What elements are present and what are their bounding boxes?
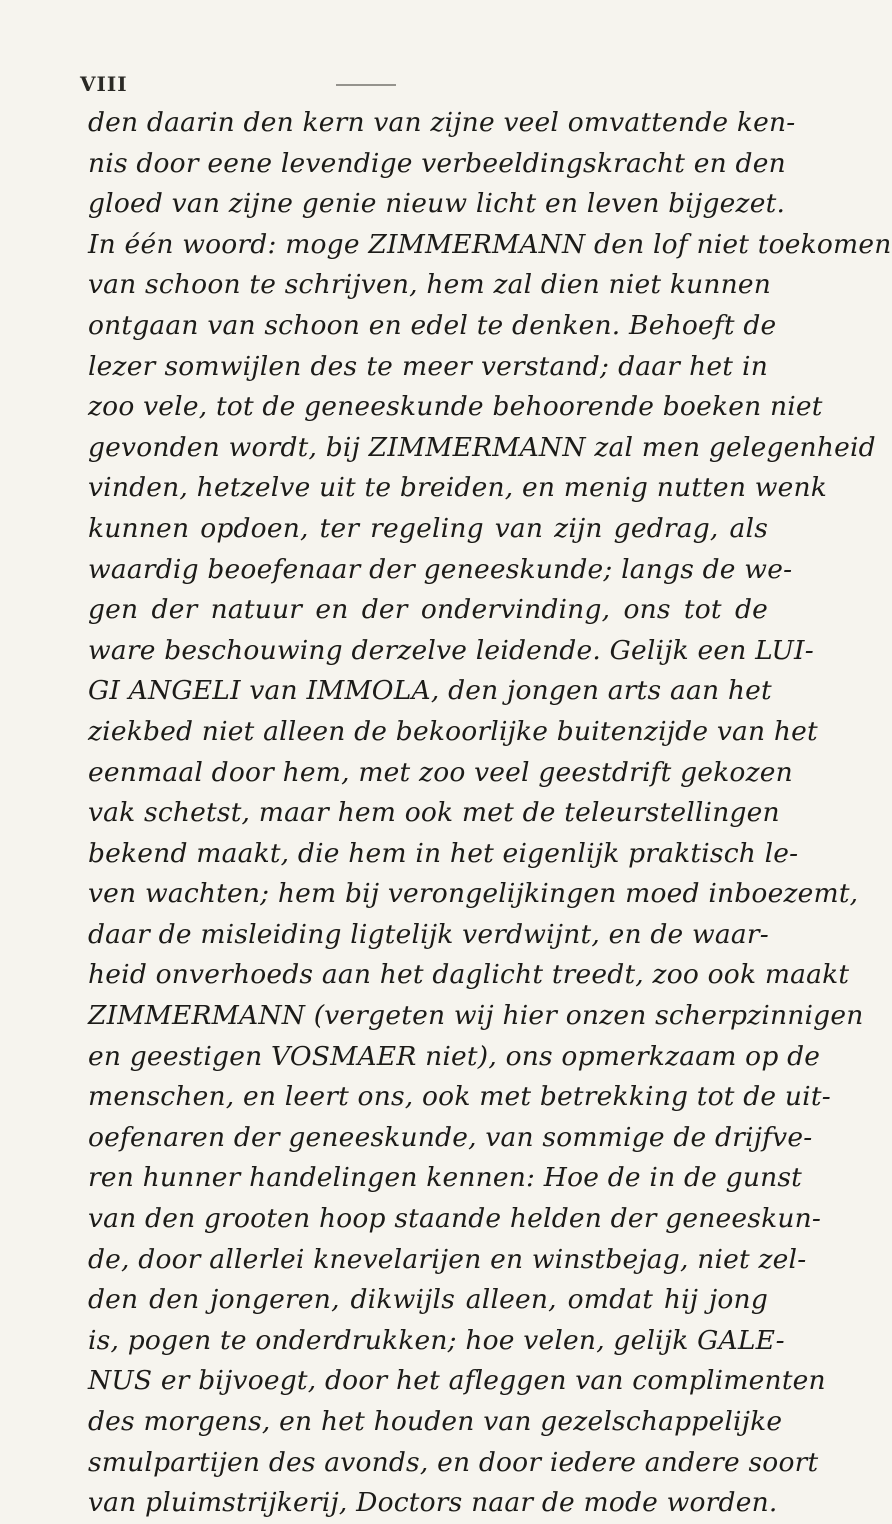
text-line: kunnen opdoen, ter regeling van zijn gedrag, als	[88, 512, 768, 544]
text-line: den daarin den kern van zijne veel omvattende ken-	[88, 107, 796, 138]
text-line: ven wachten; hem bij verongelijkingen moed inboezemt,	[88, 878, 859, 910]
body-text	[88, 103, 892, 1524]
text-line: GI ANGELI van IMMOLA, den jongen arts aan het	[88, 675, 772, 707]
text-line: oefenaren der geneeskunde, van sommige de drijfve-	[88, 1121, 813, 1153]
text-line: gevonden wordt, bij ZIMMERMANN zal men gelegenheid	[88, 431, 876, 463]
text-line: eenmaal door hem, met zoo veel geestdrift gekozen	[88, 756, 793, 788]
text-line: nis door eene levendige verbeeldingskracht en den	[88, 147, 786, 179]
text-line: waardig beoefenaar der geneeskunde; langs de we-	[88, 553, 793, 585]
text-line: ontgaan van schoon en edel te denken. Behoeft de	[88, 309, 777, 341]
text-line: heid onverhoeds aan het daglicht treedt, zoo ook maakt	[88, 959, 850, 991]
text-line: vak schetst, maar hem ook met de teleurstellingen	[88, 797, 780, 829]
text-line: des morgens, en het houden van gezelschappelijke	[88, 1406, 783, 1437]
text-line: gloed van zijne genie nieuw licht en leven bijgezet.	[88, 188, 786, 220]
header-ornament	[336, 84, 396, 86]
text-line: de, door allerlei knevelarijen en winstbejag, niet zel-	[88, 1243, 807, 1275]
text-line: NUS er bijvoegt, door het afleggen van complimenten	[88, 1365, 826, 1397]
text-line: en geestigen VOSMAER niet), ons opmerkzaam op de	[88, 1040, 821, 1072]
text-line: van den grooten hoop staande helden der geneeskun-	[88, 1203, 822, 1235]
text-line: bekend maakt, die hem in het eigenlijk praktisch le-	[88, 837, 799, 869]
text-line: van pluimstrijkerij, Doctors naar de mode worden.	[88, 1487, 778, 1519]
text-line: van schoon te schrijven, hem zal dien niet kunnen	[88, 269, 772, 301]
text-line: vinden, hetzelve uit te breiden, en menig nutten wenk	[88, 472, 828, 504]
page-header	[80, 72, 440, 102]
text-line: smulpartijen des avonds, en door iedere andere soort	[88, 1446, 819, 1478]
text-line: menschen, en leert ons, ook met betrekking tot de uit-	[88, 1081, 831, 1113]
text-line: ware beschouwing derzelve leidende. Gelijk een LUI-	[88, 634, 814, 666]
text-line: zoo vele, tot de geneeskunde behoorende boeken niet	[88, 391, 823, 423]
text-line: daar de misleiding ligtelijk verdwijnt, en de waar-	[88, 918, 769, 950]
text-line: den den jongeren, dikwijls alleen, omdat hij jong	[88, 1284, 768, 1316]
text-line: ziekbed niet alleen de bekoorlijke buitenzijde van het	[88, 715, 818, 747]
text-line: lezer somwijlen des te meer verstand; daar het in	[88, 350, 768, 382]
text-line: is, pogen te onderdrukken; hoe velen, gelijk GALE-	[88, 1324, 785, 1356]
text-line: ZIMMERMANN (vergeten wij hier onzen scherpzinnigen	[88, 1000, 864, 1032]
text-line: ren hunner handelingen kennen: Hoe de in de gunst	[88, 1162, 803, 1194]
text-line: In één woord: moge ZIMMERMANN den lof niet toekomen	[88, 228, 892, 260]
page-number: VIII	[80, 72, 128, 96]
text-line: gen der natuur en der ondervinding, ons tot de	[88, 594, 768, 626]
